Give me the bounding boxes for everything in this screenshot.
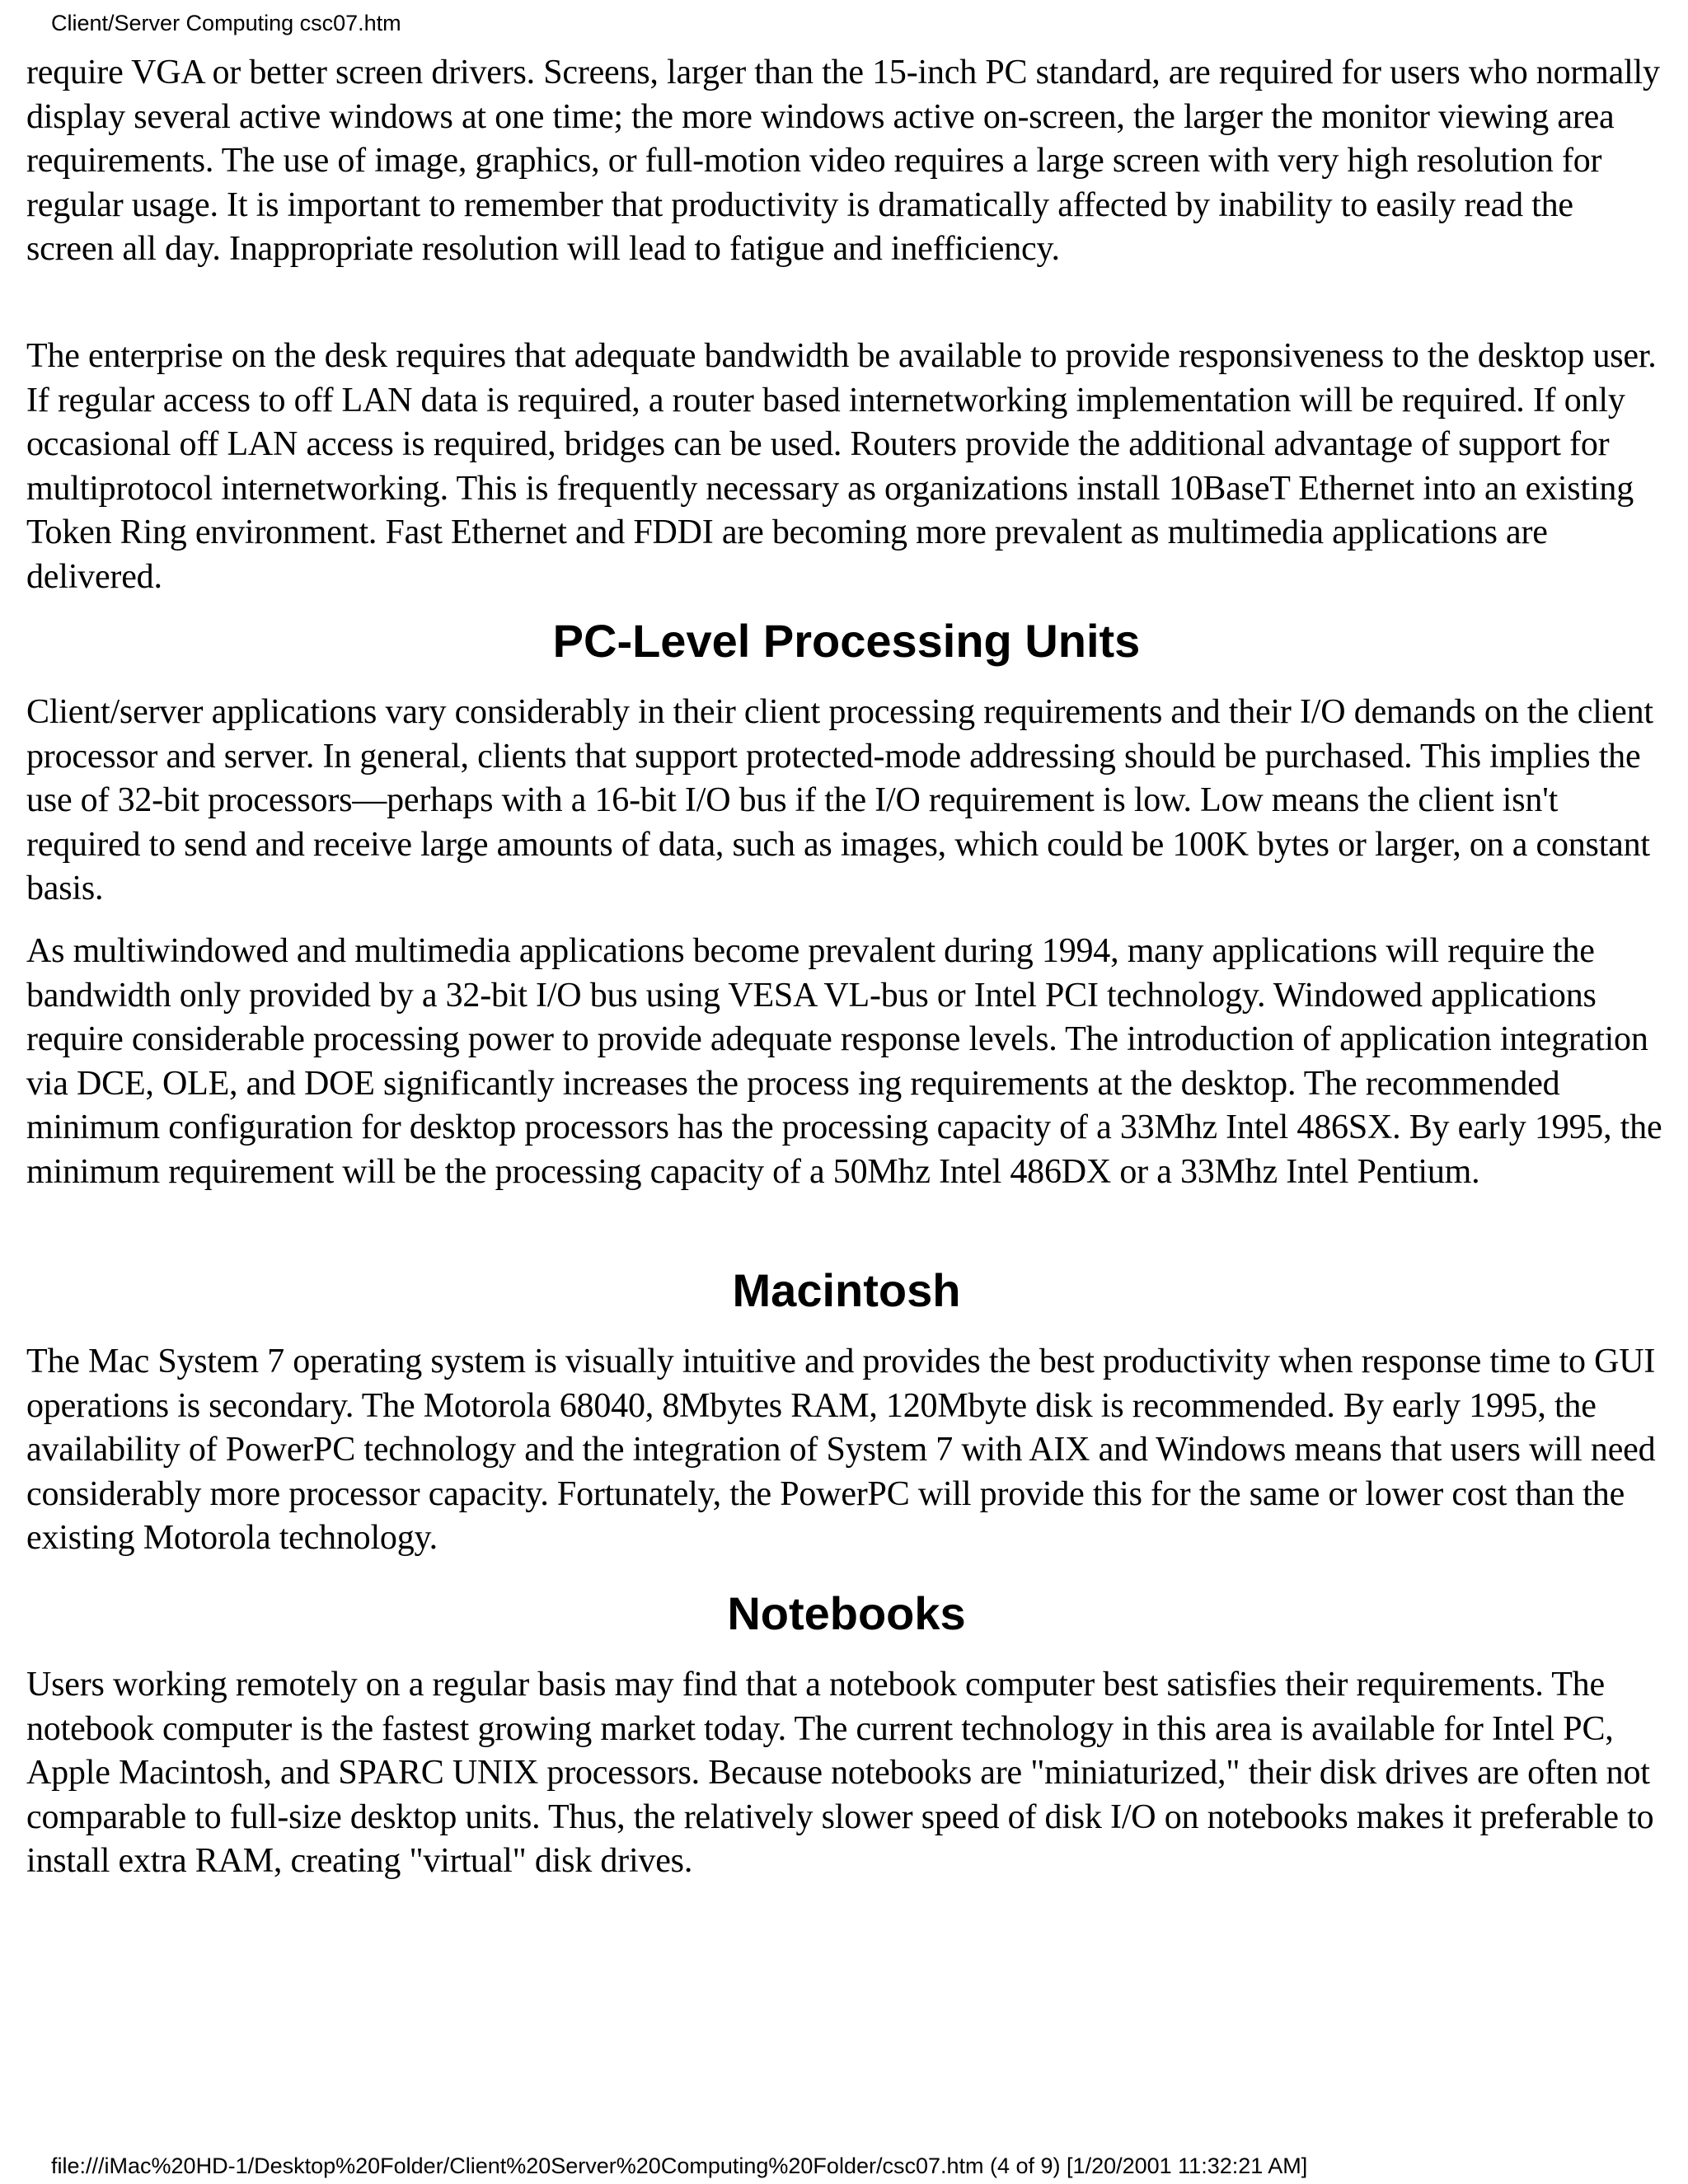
heading-pc-level-processing-units: PC-Level Processing Units (552, 615, 1141, 667)
paragraph-bandwidth: The enterprise on the desk requires that adequate bandwidth be available to provide responsiveness to the desktop user. If regular access to off LAN data is required, a router based internetworking implementation will be required. If only occasional off LAN access is required, bridges can be used. Routers provide the additional advantage of support for multiprotocol internetworking. This is frequently necessary as organizations install 10BaseT Ethernet into an existing Token Ring environment. Fast Ethernet and FDDI are becoming more prevalent as multimedia applications are delivered. (26, 337, 1657, 596)
paragraph-screen-requirements: require VGA or better screen drivers. Screens, larger than the 15-inch PC standard, are required for users who normally display several active windows at one time; the more windows active on-screen, the larger the monitor viewing area requirements. The use of image, graphics, or full-motion video requires a large screen with very high resolution for regular usage. It is important to remember that productivity is dramatically affected by inability to easily read the screen all day. Inappropriate resolution will lead to fatigue and inefficiency. (26, 54, 1660, 269)
paragraph-mac-system-7: The Mac System 7 operating system is visually intuitive and provides the best productivity when response time to GUI operations is secondary. The Motorola 68040, 8Mbytes RAM, 120Mbyte disk is recommended. By early 1995, the availability of PowerPC technology and the integration of System 7 with AIX and Windows means that users will need considerably more processor capacity. Fortunately, the PowerPC will provide this for the same or lower cost than the existing Motorola technology. (26, 1343, 1656, 1558)
paragraph-client-processing: Client/server applications vary considerably in their client processing requirements and their I/O demands on the client processor and server. In general, clients that support protected-mode addressing should be purchased. This implies the use of 32-bit processors—perhaps with a 16-bit I/O bus if the I/O requirement is low. Low means the client isn't required to send and receive large amounts of data, such as images, which could be 100K bytes or larger, on a constant basis. (26, 693, 1653, 908)
page-footer-url: file:///iMac%20HD-1/Desktop%20Folder/Client%20Server%20Computing%20Folder/csc07.htm (4 of 9) [1/20/2001 11:32:21 AM] (51, 2154, 1308, 2178)
page-header-title: Client/Server Computing csc07.htm (51, 11, 401, 35)
paragraph-notebooks: Users working remotely on a regular basis may find that a notebook computer best satisfies their requirements. The notebook computer is the fastest growing market today. The current technology in this area is available for Intel PC, Apple Macintosh, and SPARC UNIX processors. Because notebooks are "miniaturized," their disk drives are often not comparable to full-size desktop units. Thus, the relatively slower speed of disk I/O on notebooks makes it preferable to install extra RAM, creating "virtual" disk drives. (26, 1666, 1654, 1881)
document-body (26, 51, 1667, 1927)
heading-macintosh: Macintosh (732, 1264, 961, 1316)
heading-notebooks: Notebooks (727, 1587, 966, 1639)
paragraph-multimedia-bandwidth: As multiwindowed and multimedia applications become prevalent during 1994, many applications will require the bandwidth only provided by a 32-bit I/O bus using VESA VL-bus or Intel PCI technology. Windowed applications require considerable processing power to provide adequate response levels. The introduction of application integration via DCE, OLE, and DOE significantly increases the process ing requirements at the desktop. The recommended minimum configuration for desktop processors has the processing capacity of a 33Mhz Intel 486SX. By early 1995, the minimum requirement will be the processing capacity of a 50Mhz Intel 486DX or a 33Mhz Intel Pentium. (26, 932, 1662, 1191)
